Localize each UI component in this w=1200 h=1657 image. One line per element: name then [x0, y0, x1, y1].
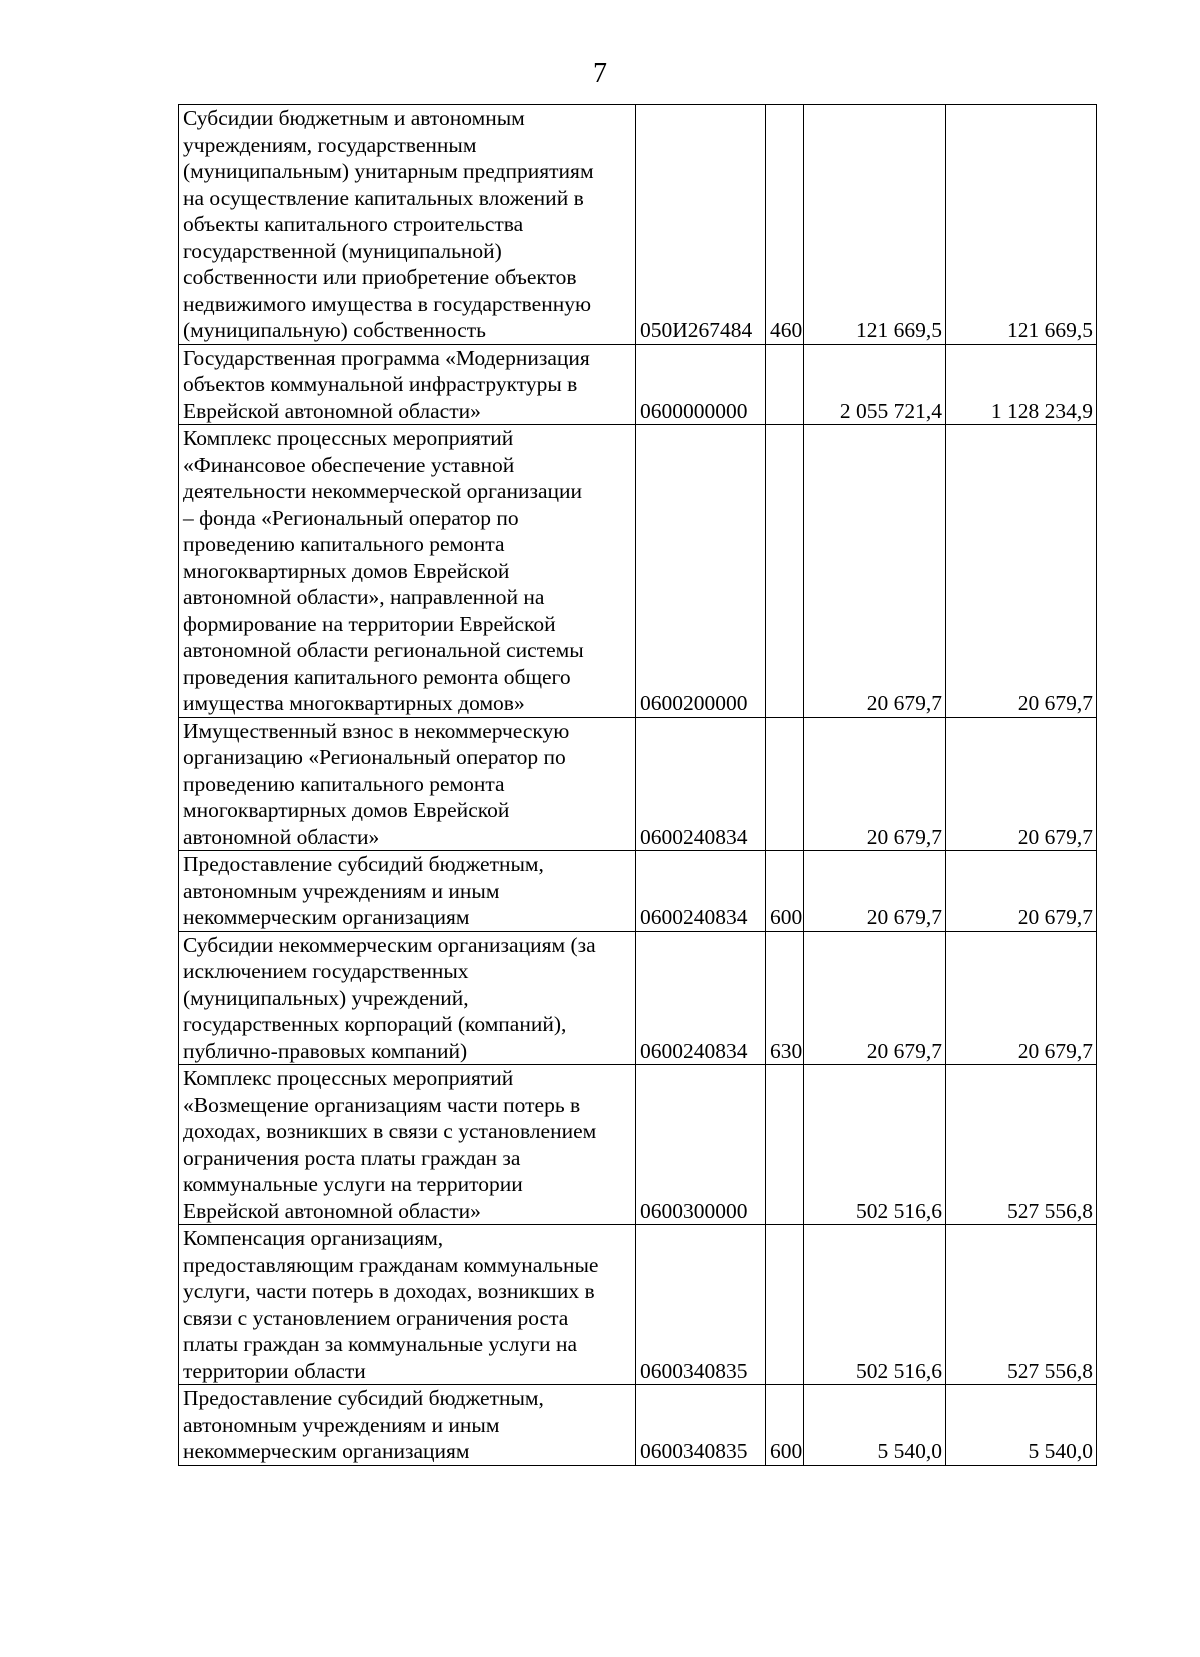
row-amount-1: 20 679,7 — [804, 425, 946, 718]
row-type: 600 — [766, 851, 804, 932]
row-code: 0600240834 — [636, 717, 766, 851]
row-amount-2: 20 679,7 — [946, 851, 1097, 932]
row-type: 600 — [766, 1385, 804, 1466]
row-amount-2: 527 556,8 — [946, 1225, 1097, 1385]
row-type — [766, 425, 804, 718]
row-amount-1: 20 679,7 — [804, 931, 946, 1065]
row-name: Комплекс процессных мероприятий «Финансовое обеспечение уставной деятельности некоммерческой организации – фонда «Региональный оператор по проведению капитального ремонта многоквартирных домов Еврейской автономной области», направленной на формирование на территории Еврейской автономной области региональной системы проведения капитального ремонта общего имущества многоквартирных домов» — [179, 425, 636, 718]
table-row — [179, 1225, 1097, 1385]
row-amount-2: 20 679,7 — [946, 717, 1097, 851]
row-name: Предоставление субсидий бюджетным, автономным учреждениям и иным некоммерческим организациям — [179, 1385, 636, 1466]
table-row — [179, 931, 1097, 1065]
page-number: 7 — [593, 58, 607, 89]
row-amount-1: 5 540,0 — [804, 1385, 946, 1466]
row-type — [766, 717, 804, 851]
row-amount-2: 20 679,7 — [946, 931, 1097, 1065]
row-type: 630 — [766, 931, 804, 1065]
row-amount-1: 20 679,7 — [804, 851, 946, 932]
row-amount-1: 121 669,5 — [804, 105, 946, 345]
row-name: Предоставление субсидий бюджетным, автономным учреждениям и иным некоммерческим организациям — [179, 851, 636, 932]
row-type: 460 — [766, 105, 804, 345]
table-row — [179, 851, 1097, 932]
row-name: Имущественный взнос в некоммерческую организацию «Региональный оператор по проведению капитального ремонта многоквартирных домов Еврейской автономной области» — [179, 717, 636, 851]
budget-table — [178, 104, 1097, 1466]
row-amount-2: 20 679,7 — [946, 425, 1097, 718]
row-amount-2: 527 556,8 — [946, 1065, 1097, 1225]
row-name: Государственная программа «Модернизация объектов коммунальной инфраструктуры в Еврейской автономной области» — [179, 344, 636, 425]
table-row — [179, 105, 1097, 345]
row-name: Субсидии некоммерческим организациям (за исключением государственных (муниципальных) учреждений, государственных корпораций (компаний), публично-правовых компаний) — [179, 931, 636, 1065]
table-row — [179, 1385, 1097, 1466]
row-amount-1: 502 516,6 — [804, 1065, 946, 1225]
row-code: 0600340835 — [636, 1385, 766, 1466]
row-amount-2: 5 540,0 — [946, 1385, 1097, 1466]
row-code: 050И267484 — [636, 105, 766, 345]
row-amount-1: 2 055 721,4 — [804, 344, 946, 425]
row-type — [766, 344, 804, 425]
row-name: Субсидии бюджетным и автономным учреждениям, государственным (муниципальным) унитарным предприятиям на осуществление капитальных вложений в объекты капитального строительства государственной (муниципальной) собственности или приобретение объектов недвижимого имущества в государственную (муниципальную) собственность — [179, 105, 636, 345]
row-type — [766, 1065, 804, 1225]
row-name: Компенсация организациям, предоставляющим гражданам коммунальные услуги, части потерь в доходах, возникших в связи с установлением ограничения роста платы граждан за коммунальные услуги на территории области — [179, 1225, 636, 1385]
row-amount-2: 121 669,5 — [946, 105, 1097, 345]
row-amount-1: 20 679,7 — [804, 717, 946, 851]
row-name: Комплекс процессных мероприятий «Возмещение организациям части потерь в доходах, возникших в связи с установлением ограничения роста платы граждан за коммунальные услуги на территории Еврейской автономной области» — [179, 1065, 636, 1225]
row-type — [766, 1225, 804, 1385]
row-amount-2: 1 128 234,9 — [946, 344, 1097, 425]
row-code: 0600300000 — [636, 1065, 766, 1225]
row-code: 0600200000 — [636, 425, 766, 718]
table-row — [179, 1065, 1097, 1225]
row-code: 0600340835 — [636, 1225, 766, 1385]
row-amount-1: 502 516,6 — [804, 1225, 946, 1385]
row-code: 0600240834 — [636, 851, 766, 932]
table-row — [179, 425, 1097, 718]
row-code: 0600000000 — [636, 344, 766, 425]
table-row — [179, 717, 1097, 851]
table-row — [179, 344, 1097, 425]
row-code: 0600240834 — [636, 931, 766, 1065]
